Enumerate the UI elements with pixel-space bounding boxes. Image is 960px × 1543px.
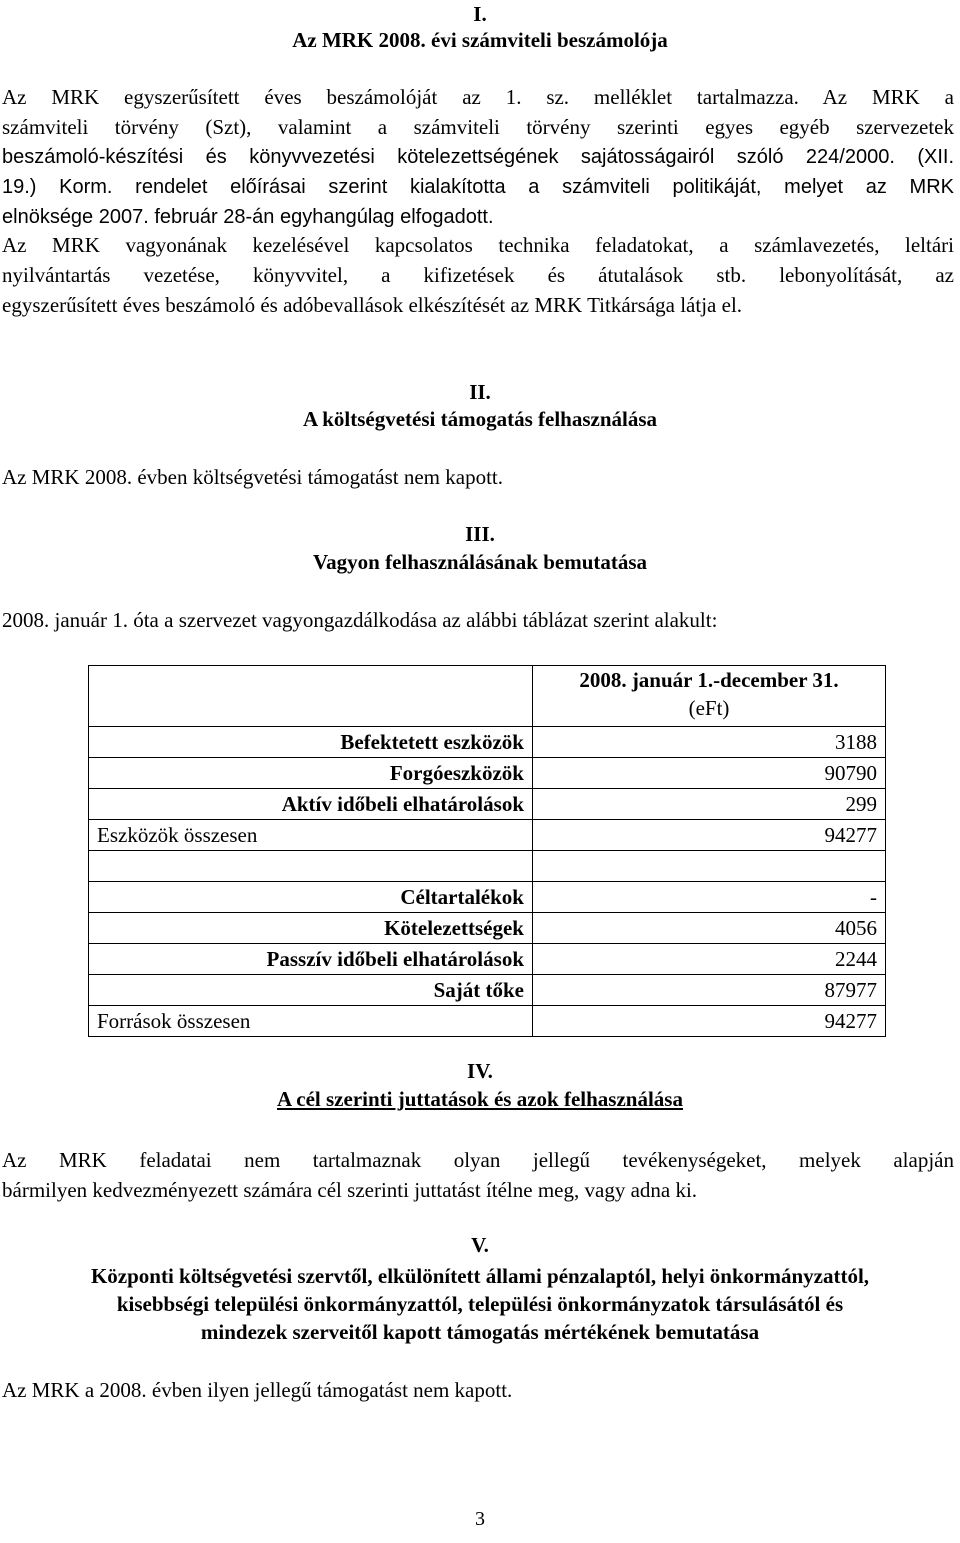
section-3-number: III. bbox=[465, 522, 495, 546]
section-2-title: A költségvetési támogatás felhasználása bbox=[302, 407, 658, 431]
section-3-title: Vagyon felhasználásának bemutatása bbox=[312, 550, 648, 574]
table-row bbox=[89, 882, 886, 913]
row-label: Kötelezettségek bbox=[89, 913, 533, 944]
paragraph-line: beszámoló-készítési és könyvvezetési kötelezettségének sajátosságairól szóló 224/2000. (XII. bbox=[2, 146, 954, 168]
section-1-title: Az MRK 2008. évi számviteli beszámolója bbox=[292, 28, 668, 52]
spacer-cell bbox=[533, 851, 886, 882]
period-label: 2008. január 1.-december 31. bbox=[579, 668, 839, 692]
paragraph-line: egyszerűsített éves beszámoló és adóbevallások elkészítését az MRK Titkársága látja el. bbox=[2, 293, 743, 317]
paragraph-line: Az MRK vagyonának kezelésével kapcsolatos technika feladatokat, a számlavezetés, leltári bbox=[2, 233, 954, 257]
total-value: 94277 bbox=[533, 1006, 886, 1037]
row-label: Befektetett eszközök bbox=[89, 727, 533, 758]
table-row bbox=[89, 727, 886, 758]
paragraph-line: számviteli törvény (Szt), valamint a számviteli törvény szerinti egyes egyéb szervezetek bbox=[2, 115, 954, 139]
section-1-paragraph-2 bbox=[2, 230, 954, 320]
section-2-number: II. bbox=[469, 380, 491, 404]
row-label: Passzív időbeli elhatárolások bbox=[89, 944, 533, 975]
paragraph-line: bármilyen kedvezményezett számára cél szerinti juttatást ítélne meg, vagy adna ki. bbox=[2, 1178, 698, 1202]
total-value: 94277 bbox=[533, 820, 886, 851]
section-5-title-line: mindezek szerveitől kapott támogatás mértékének bemutatása bbox=[200, 1320, 760, 1344]
section-5-title-line: Központi költségvetési szervtől, elkülönített állami pénzalaptól, helyi önkormányzattól, bbox=[90, 1264, 870, 1288]
section-5-title-line: kisebbségi települési önkormányzattól, települési önkormányzatok társulásától és bbox=[116, 1292, 844, 1316]
row-label: Saját tőke bbox=[89, 975, 533, 1006]
section-5-title bbox=[0, 1262, 960, 1346]
header-period-cell bbox=[533, 666, 886, 727]
row-value: 90790 bbox=[533, 758, 886, 789]
spacer-cell bbox=[89, 851, 533, 882]
row-value: - bbox=[533, 882, 886, 913]
row-value: 4056 bbox=[533, 913, 886, 944]
table-header-row bbox=[89, 666, 886, 727]
total-label: Források összesen bbox=[89, 1006, 533, 1037]
unit-label: (eFt) bbox=[688, 696, 730, 720]
header-empty-cell bbox=[89, 666, 533, 727]
row-value: 2244 bbox=[533, 944, 886, 975]
paragraph-line: Az MRK feladatai nem tartalmaznak olyan jellegű tevékenységeket, melyek alapján bbox=[2, 1148, 954, 1172]
total-label: Eszközök összesen bbox=[89, 820, 533, 851]
row-label: Aktív időbeli elhatárolások bbox=[89, 789, 533, 820]
paragraph-line: elnöksége 2007. február 28-án egyhangúlag elfogadott. bbox=[2, 206, 494, 228]
section-1-paragraph-1 bbox=[2, 82, 954, 142]
row-value: 87977 bbox=[533, 975, 886, 1006]
section-3-intro: 2008. január 1. óta a szervezet vagyongazdálkodása az alábbi táblázat szerint alakult: bbox=[2, 608, 718, 632]
asset-table bbox=[88, 665, 886, 1037]
section-1-number: I. bbox=[473, 2, 487, 26]
section-5-number: V. bbox=[471, 1233, 489, 1257]
paragraph-line: 19.) Korm. rendelet előírásai szerint kialakította a számviteli politikáját, melyet az MRK bbox=[2, 176, 954, 198]
table-row bbox=[89, 913, 886, 944]
row-label: Forgóeszközök bbox=[89, 758, 533, 789]
table-row bbox=[89, 758, 886, 789]
paragraph-line: nyilvántartás vezetése, könyvvitel, a kifizetések és átutalások stb. lebonyolítását, az bbox=[2, 263, 954, 287]
table-total-row bbox=[89, 1006, 886, 1037]
row-value: 299 bbox=[533, 789, 886, 820]
section-5-text: Az MRK a 2008. évben ilyen jellegű támogatást nem kapott. bbox=[2, 1378, 513, 1402]
table-row bbox=[89, 944, 886, 975]
table-spacer-row bbox=[89, 851, 886, 882]
section-2-text: Az MRK 2008. évben költségvetési támogatást nem kapott. bbox=[2, 465, 503, 489]
section-4-number: IV. bbox=[467, 1059, 493, 1083]
row-label: Céltartalékok bbox=[89, 882, 533, 913]
paragraph-line: Az MRK egyszerűsített éves beszámolóját az 1. sz. melléklet tartalmazza. Az MRK a bbox=[2, 85, 954, 109]
section-4-title: A cél szerinti juttatások és azok felhasználása bbox=[277, 1087, 683, 1111]
section-1-paragraph-1-cont bbox=[2, 142, 954, 232]
page-number: 3 bbox=[475, 1508, 485, 1530]
row-value: 3188 bbox=[533, 727, 886, 758]
section-4-text bbox=[2, 1145, 954, 1205]
table-row bbox=[89, 789, 886, 820]
table-total-row bbox=[89, 820, 886, 851]
table-row bbox=[89, 975, 886, 1006]
